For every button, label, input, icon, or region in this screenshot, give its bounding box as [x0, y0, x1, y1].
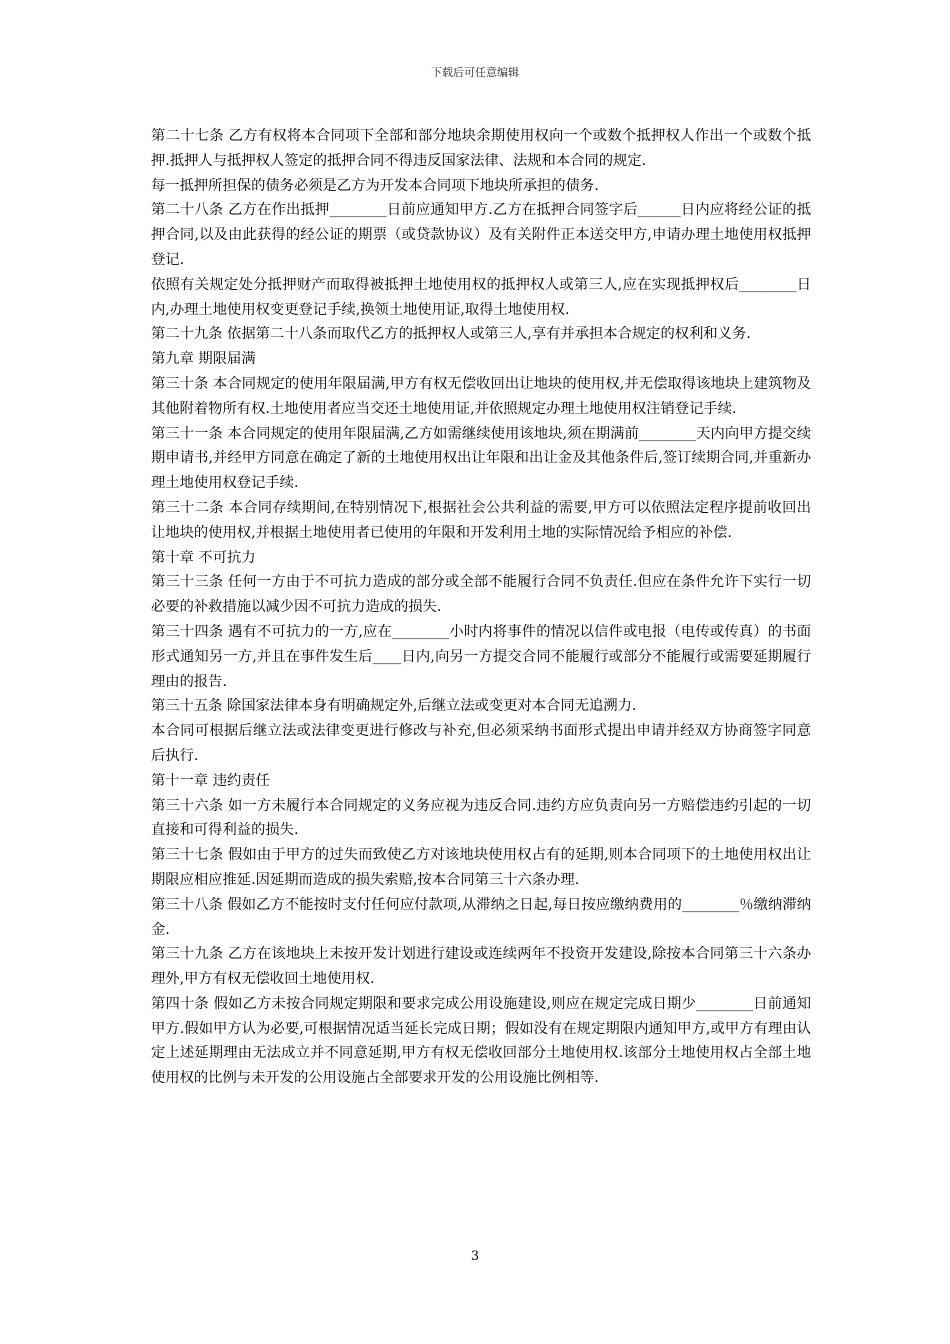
- paragraph: 第四十条 假如乙方未按合同规定期限和要求完成公用设施建设,则应在规定完成日期少________日前通知甲方.假如甲方认为必要,可根据情况适当延长完成日期；假如没有在规定期限内通知甲方,或甲方有理由认定上述延期理由无法成立并不同意延期,甲方有权无偿收回部分土地使用权.该部分土地使用权占全部土地使用权的比例与未开发的公用设施占全部要求开发的公用设施比例相等.: [151, 995, 811, 1087]
- chapter-heading: 第十章 不可抗力: [151, 549, 256, 566]
- chapter-heading: 第十一章 违约责任: [151, 772, 270, 789]
- paragraph: 第三十三条 任何一方由于不可抗力造成的部分或全部不能履行合同不负责任.但应在条件允许下实行一切必要的补救措施以减少因不可抗力造成的损失.: [151, 574, 811, 616]
- chapter-heading: 第九章 期限届满: [151, 351, 256, 368]
- paragraph: 本合同可根据后继立法或法律变更进行修改与补充,但必须采纳书面形式提出申请并经双方协商签字同意后执行.: [151, 723, 811, 764]
- paragraph: 第三十六条 如一方未履行本合同规定的义务应视为违反合同.违约方应负责向另一方赔偿违约引起的一切直接和可得利益的损失.: [151, 797, 811, 839]
- paragraph: 第三十条 本合同规定的使用年限届满,甲方有权无偿收回出让地块的使用权,并无偿取得该地块上建筑物及其他附着物所有权.土地使用者应当交还土地使用证,并依照规定办理土地使用权注销登记手续.: [151, 375, 811, 417]
- paragraph: 第三十一条 本合同规定的使用年限届满,乙方如需继续使用该地块,须在期满前________天内向甲方提交续期申请书,并经甲方同意在确定了新的土地使用权出让年限和出让金及其他条件后,签订续期合同,并重新办理土地使用权登记手续.: [151, 425, 811, 492]
- paragraph: 第二十九条 依据第二十八条而取代乙方的抵押权人或第三人,享有并承担本合规定的权利和义务.: [151, 326, 751, 343]
- paragraph: 第三十七条 假如由于甲方的过失而致使乙方对该地块使用权占有的延期,则本合同项下的土地使用权出让期限应相应推延.因延期而造成的损失索赔,按本合同第三十六条办理.: [151, 847, 811, 888]
- page-header-note: 下载后可任意编辑: [431, 66, 519, 79]
- page-number: 3: [470, 1249, 480, 1264]
- paragraph: 第三十九条 乙方在该地块上未按开发计划进行建设或连续两年不投资开发建设,除按本合同第三十六条办理外,甲方有权无偿收回土地使用权.: [151, 946, 811, 988]
- document-body: [146, 124, 811, 1091]
- paragraph: 每一抵押所担保的债务必须是乙方为开发本合同项下地块所承担的债务.: [151, 177, 599, 194]
- paragraph: 第二十七条 乙方有权将本合同项下全部和部分地块余期使用权向一个或数个抵押权人作出一个或数个抵押.抵押人与抵押权人签定的抵押合同不得违反国家法律、法规和本合同的规定.: [151, 128, 811, 169]
- paragraph: 第三十四条 遇有不可抗力的一方,应在________小时内将事件的情况以信件或电报（电传或传真）的书面形式通知另一方,并且在事件发生后____日内,向另一方提交合同不能履行或部分不能履行或需要延期履行理由的报告.: [151, 623, 811, 690]
- paragraph: 第三十八条 假如乙方不能按时支付任何应付款项,从滞纳之日起,每日按应缴纳费用的________％缴纳滞纳金.: [151, 896, 811, 938]
- paragraph: 第二十八条 乙方在作出抵押________日前应通知甲方.乙方在抵押合同签字后______日内应将经公证的抵押合同,以及由此获得的经公证的期票（或贷款协议）及有关附件正本送交甲方,申请办理土地使用权抵押登记.: [151, 202, 811, 268]
- paragraph: 依照有关规定处分抵押财产而取得被抵押土地使用权的抵押权人或第三人,应在实现抵押权后________日内,办理土地使用权变更登记手续,换领土地使用证,取得土地使用权.: [151, 276, 811, 318]
- paragraph: 第三十二条 本合同存续期间,在特别情况下,根据社会公共利益的需要,甲方可以依照法定程序提前收回出让地块的使用权,并根据土地使用者已使用的年限和开发利用土地的实际情况给予相应的补偿.: [151, 499, 811, 541]
- paragraph: 第三十五条 除国家法律本身有明确规定外,后继立法或变更对本合同无追溯力.: [151, 698, 637, 715]
